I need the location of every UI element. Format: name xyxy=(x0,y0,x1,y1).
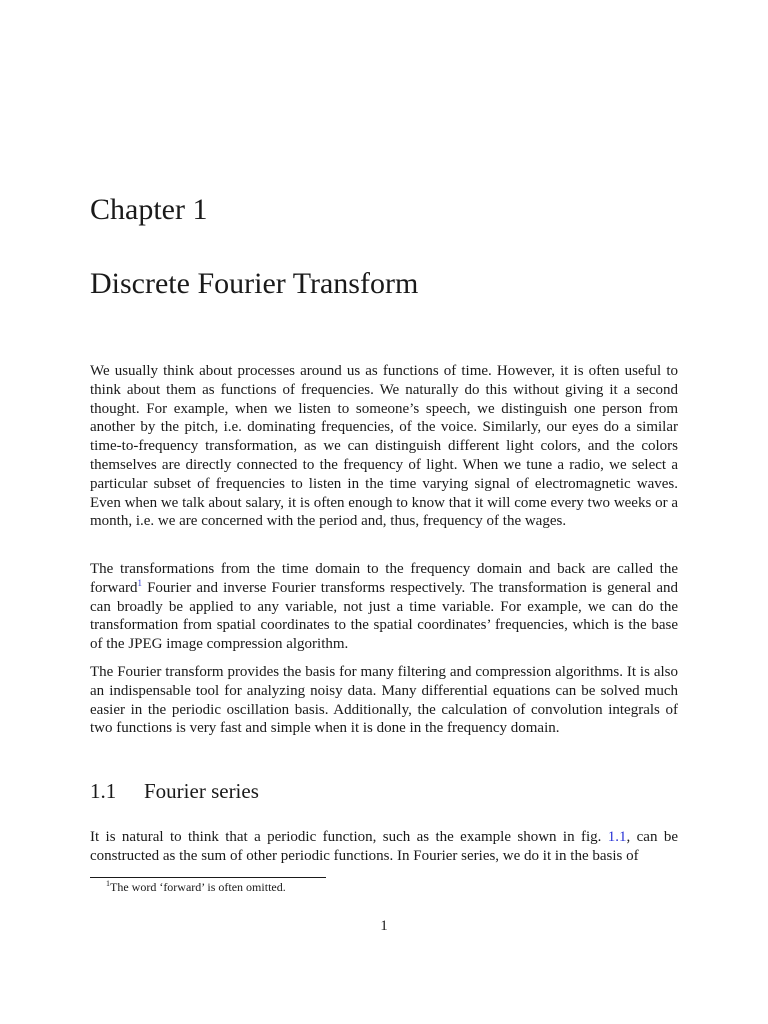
footnote-divider xyxy=(90,877,326,878)
paragraph-transformations xyxy=(90,560,678,654)
paragraph-text: Fourier and inverse Fourier transforms respectively. The transformation is general and can broadly be applied to any variable, not just a time variable. For example, we can do the transformation from spatial coordinates to the spatial coordinates’ frequencies, which is the base of the JPEG image compression algorithm. xyxy=(90,579,678,653)
footnote-text: The word ‘forward’ is often omitted. xyxy=(110,880,286,894)
paragraph-text: The transformations from the time domain to the frequency domain and back are called the forward xyxy=(90,561,678,596)
figure-reference-link[interactable]: 1.1 xyxy=(607,829,627,845)
paragraph-applications: The Fourier transform provides the basis for many filtering and compression algorithms. It is also an indispensable tool for analyzing noisy data. Many differential equations can be solved much easier in the periodic oscillation basis. Additionally, the calculation of convolution integrals of two functions is very fast and simple when it is done in the frequency domain. xyxy=(90,664,678,737)
chapter-label: Chapter 1 xyxy=(90,193,208,226)
footnote-marker-link[interactable]: 1 xyxy=(137,577,142,588)
paragraph-text: , can be constructed as the sum of other periodic functions. In Fourier series, we do it in the basis of xyxy=(90,829,678,864)
paragraph-fourier-series xyxy=(90,828,678,866)
paragraph-text: It is natural to think that a periodic function, such as the example shown in fig. xyxy=(90,829,608,845)
section-number: 1.1 xyxy=(90,779,117,803)
footnote xyxy=(106,879,286,895)
section-title: Fourier series xyxy=(144,779,259,803)
paragraph-intro: We usually think about processes around us as functions of time. However, it is often useful to think about them as functions of frequencies. We naturally do this without giving it a second thought. For example, when we listen to someone’s speech, we distinguish one person from another by the pitch, i.e. dominating frequencies, of the voice. Similarly, our eyes do a similar time-to-frequency transformation, as we can distinguish different light colors, and the colors themselves are directly connected to the frequency of light. When we tune a radio, we select a particular subset of frequencies to listen in the time varying signal of electromagnetic waves. Even when we talk about salary, it is often enough to know that it will come every two weeks or a month, i.e. we are concerned with the period and, thus, frequency of the wages. xyxy=(90,363,678,530)
footnote-number: 1 xyxy=(106,879,110,888)
chapter-title: Discrete Fourier Transform xyxy=(90,267,419,300)
section-heading xyxy=(90,778,259,804)
page-number: 1 xyxy=(380,918,388,934)
